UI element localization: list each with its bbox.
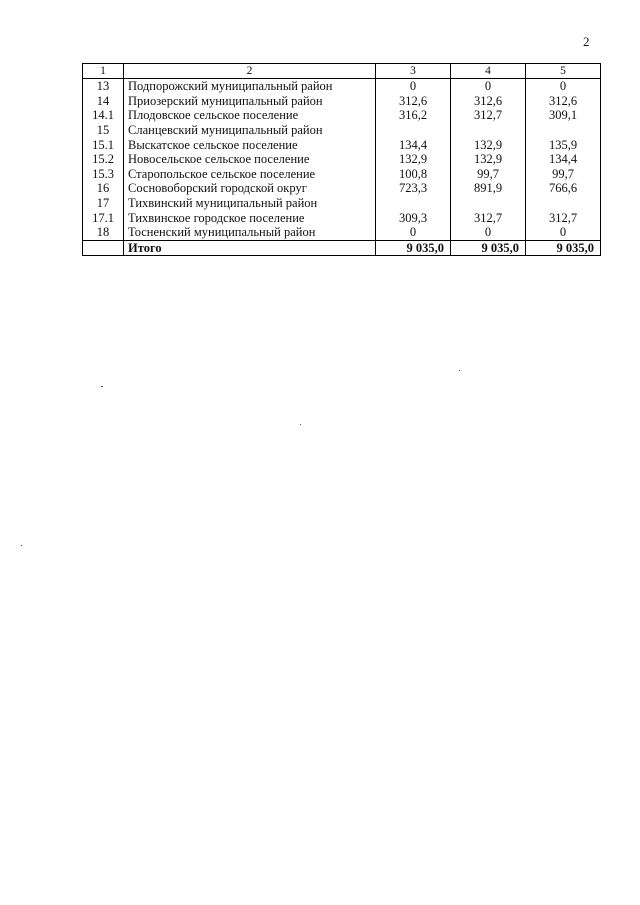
row-name: Плодовское сельское поселение xyxy=(124,108,376,123)
column-header: 5 xyxy=(526,64,601,79)
row-number: 16 xyxy=(83,181,124,196)
column-header: 3 xyxy=(376,64,451,79)
row-value-col5: 312,7 xyxy=(526,210,601,225)
column-header: 2 xyxy=(124,64,376,79)
total-value-col5: 9 035,0 xyxy=(526,240,601,256)
total-row xyxy=(83,240,601,256)
row-number: 14 xyxy=(83,94,124,109)
table-row xyxy=(83,225,601,240)
row-value-col5 xyxy=(526,196,601,211)
scan-speck xyxy=(101,386,103,387)
row-name: Тихвинское городское поселение xyxy=(124,210,376,225)
row-value-col4 xyxy=(451,196,526,211)
row-value-col4: 891,9 xyxy=(451,181,526,196)
row-value-col3: 723,3 xyxy=(376,181,451,196)
table-header-row xyxy=(83,64,601,79)
table-row xyxy=(83,108,601,123)
row-value-col4: 312,6 xyxy=(451,94,526,109)
row-value-col3: 309,3 xyxy=(376,210,451,225)
row-value-col3: 312,6 xyxy=(376,94,451,109)
row-value-col5: 134,4 xyxy=(526,152,601,167)
row-value-col4 xyxy=(451,123,526,138)
row-value-col4: 132,9 xyxy=(451,152,526,167)
row-number: 15.1 xyxy=(83,137,124,152)
row-value-col5: 135,9 xyxy=(526,137,601,152)
scan-speck xyxy=(21,545,22,546)
row-name: Старопольское сельское поселение xyxy=(124,167,376,182)
row-number: 15.3 xyxy=(83,167,124,182)
total-value-col3: 9 035,0 xyxy=(376,240,451,256)
table-row xyxy=(83,94,601,109)
row-number: 17.1 xyxy=(83,210,124,225)
total-number xyxy=(83,240,124,256)
row-name: Новосельское сельское поселение xyxy=(124,152,376,167)
table-row xyxy=(83,196,601,211)
scan-speck xyxy=(459,370,460,371)
table-row xyxy=(83,152,601,167)
row-value-col4: 99,7 xyxy=(451,167,526,182)
table-row xyxy=(83,167,601,182)
row-value-col3: 0 xyxy=(376,225,451,240)
row-value-col5: 0 xyxy=(526,79,601,94)
row-value-col5: 312,6 xyxy=(526,94,601,109)
row-value-col3 xyxy=(376,196,451,211)
row-value-col3: 100,8 xyxy=(376,167,451,182)
table-row xyxy=(83,79,601,94)
row-number: 15 xyxy=(83,123,124,138)
row-number: 18 xyxy=(83,225,124,240)
row-number: 17 xyxy=(83,196,124,211)
table-row xyxy=(83,181,601,196)
row-value-col5: 99,7 xyxy=(526,167,601,182)
row-name: Сланцевский муниципальный район xyxy=(124,123,376,138)
table-row xyxy=(83,123,601,138)
row-name: Тосненский муниципальный район xyxy=(124,225,376,240)
row-name: Приозерский муниципальный район xyxy=(124,94,376,109)
column-header: 1 xyxy=(83,64,124,79)
scan-speck xyxy=(300,424,301,425)
row-number: 15.2 xyxy=(83,152,124,167)
row-number: 14.1 xyxy=(83,108,124,123)
row-value-col3 xyxy=(376,123,451,138)
row-name: Выскатское сельское поселение xyxy=(124,137,376,152)
column-header: 4 xyxy=(451,64,526,79)
row-name: Подпорожский муниципальный район xyxy=(124,79,376,94)
page-number: 2 xyxy=(583,34,590,49)
table-row xyxy=(83,137,601,152)
row-value-col4: 132,9 xyxy=(451,137,526,152)
row-name: Сосновоборский городской округ xyxy=(124,181,376,196)
row-value-col4: 312,7 xyxy=(451,108,526,123)
row-value-col5: 0 xyxy=(526,225,601,240)
table-row xyxy=(83,210,601,225)
row-value-col5: 309,1 xyxy=(526,108,601,123)
total-label: Итого xyxy=(124,240,376,256)
row-value-col3: 316,2 xyxy=(376,108,451,123)
allocation-table xyxy=(82,63,601,256)
row-value-col4: 0 xyxy=(451,225,526,240)
row-value-col3: 134,4 xyxy=(376,137,451,152)
row-value-col5: 766,6 xyxy=(526,181,601,196)
row-value-col4: 312,7 xyxy=(451,210,526,225)
row-value-col5 xyxy=(526,123,601,138)
row-number: 13 xyxy=(83,79,124,94)
row-value-col4: 0 xyxy=(451,79,526,94)
row-name: Тихвинский муниципальный район xyxy=(124,196,376,211)
row-value-col3: 0 xyxy=(376,79,451,94)
row-value-col3: 132,9 xyxy=(376,152,451,167)
total-value-col4: 9 035,0 xyxy=(451,240,526,256)
